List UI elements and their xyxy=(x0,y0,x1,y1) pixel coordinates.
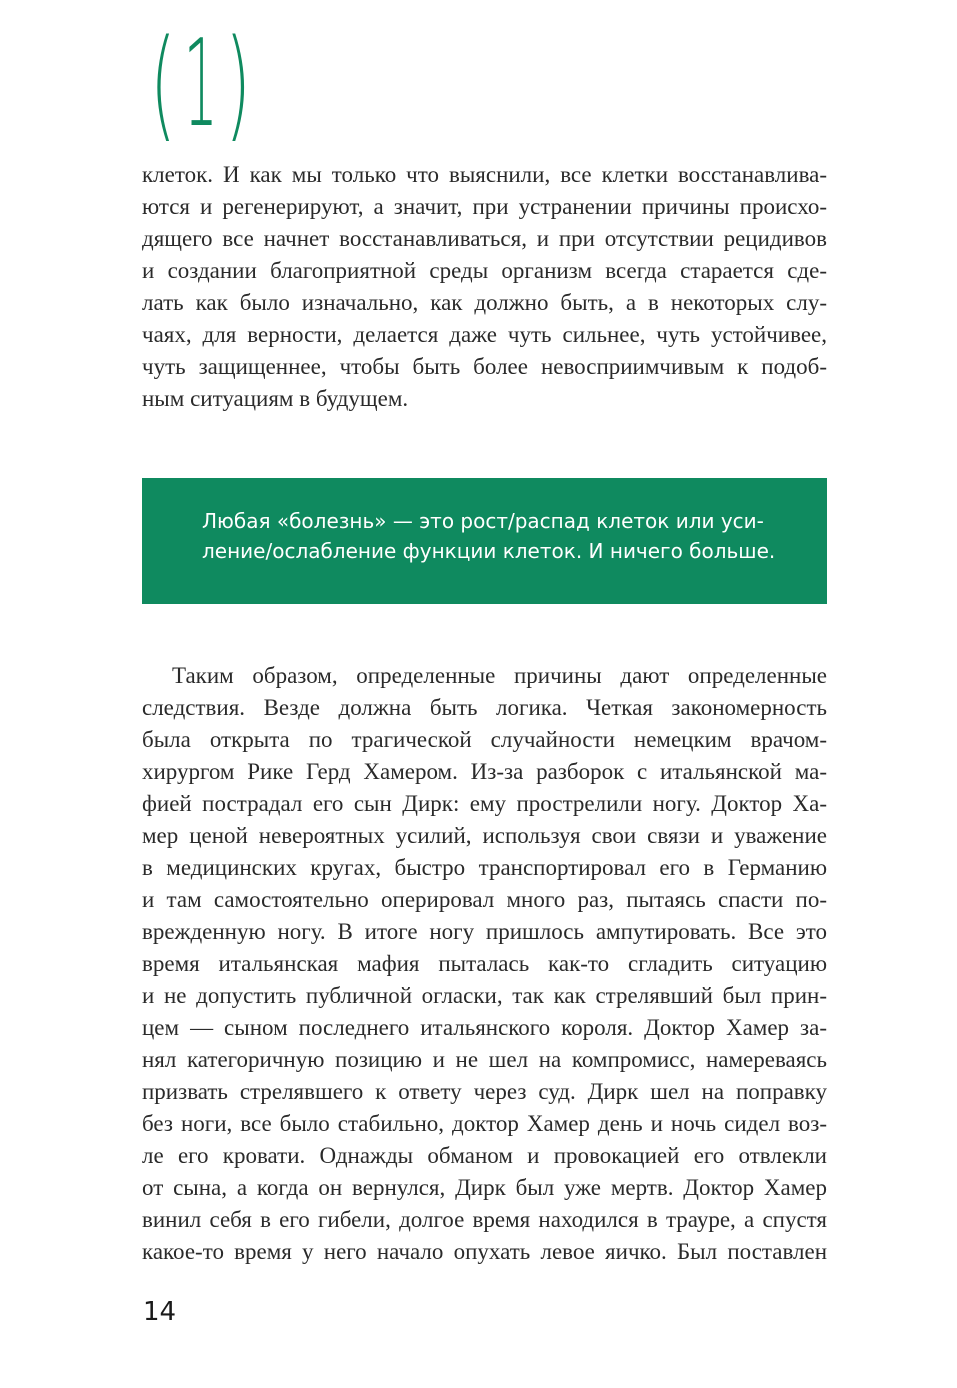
paragraph-line: и создании благоприятной среды организм всегда старается сде- xyxy=(142,258,827,283)
paragraph-line: винил себя в его гибели, долгое время находился в трауре, а спустя xyxy=(142,1207,827,1232)
paragraph-line: и не допустить публичной огласки, так как стрелявший был прин- xyxy=(142,983,827,1008)
paragraph-line: цем — сыном последнего итальянского короля. Доктор Хамер за- xyxy=(142,1015,827,1040)
callout-box xyxy=(142,478,827,604)
paragraph-line: какое-то время у него начало опухать левое яичко. Был поставлен xyxy=(142,1239,827,1264)
paragraph-line: дящего все начнет восстанавливаться, и при отсутствии рецидивов xyxy=(142,226,827,251)
paragraph-line: ле его кровати. Однажды обманом и провокацией его отвлекли xyxy=(142,1143,827,1168)
page-number: 14 xyxy=(143,1297,177,1327)
callout-quote xyxy=(202,506,787,566)
chapter-number-marker xyxy=(140,15,260,154)
body-paragraph-1 xyxy=(142,159,827,415)
paragraph-line: в медицинских кругах, быстро транспортировал его в Германию xyxy=(142,855,827,880)
paragraph-line: время итальянская мафия пыталась как-то сгладить ситуацию xyxy=(142,951,827,976)
paragraph-line: фией пострадал его сын Дирк: ему прострелили ногу. Доктор Ха- xyxy=(142,791,827,816)
paragraph-line: клеток. И как мы только что выяснили, все клетки восстанавлива- xyxy=(142,162,827,187)
paragraph-line: без ноги, все было стабильно, доктор Хамер день и ночь сидел воз- xyxy=(142,1111,827,1136)
paragraph-line: была открыта по трагической случайности немецким врачом- xyxy=(142,727,827,752)
chapter-number: 1 xyxy=(183,15,217,154)
paragraph-line: призвать стрелявшего к ответу через суд. Дирк шел на поправку xyxy=(142,1079,827,1104)
callout-line: Любая «болезнь» — это рост/распад клеток или уси- xyxy=(202,509,764,533)
chapter-close-paren: ) xyxy=(225,15,250,154)
paragraph-line: хирургом Рике Герд Хамером. Из-за разборок с итальянской ма- xyxy=(142,759,827,784)
paragraph-line: Таким образом, определенные причины дают определенные xyxy=(172,663,827,688)
paragraph-line: и там самостоятельно оперировал много раз, пытаясь спасти по- xyxy=(142,887,827,912)
paragraph-line: чуть защищеннее, чтобы быть более невосприимчивым к подоб- xyxy=(142,354,827,379)
paragraph-line: лать как было изначально, как должно быть, а в некоторых слу- xyxy=(142,290,827,315)
paragraph-line: следствия. Везде должна быть логика. Четкая закономерность xyxy=(142,695,827,720)
paragraph-line: нял категоричную позицию и не шел на компромисс, намереваясь xyxy=(142,1047,827,1072)
callout-line: ление/ослабление функции клеток. И ничего больше. xyxy=(202,539,776,563)
paragraph-line: чаях, для верности, делается даже чуть сильнее, чуть устойчивее, xyxy=(142,322,827,347)
chapter-open-paren: ( xyxy=(150,15,175,154)
paragraph-line: мер ценой невероятных усилий, используя свои связи и уважение xyxy=(142,823,827,848)
paragraph-line: от сына, а когда он вернулся, Дирк был уже мертв. Доктор Хамер xyxy=(142,1175,827,1200)
paragraph-line: ются и регенерируют, а значит, при устранении причины происхо- xyxy=(142,194,827,219)
paragraph-line: врежденную ногу. В итоге ногу пришлось ампутировать. Все это xyxy=(142,919,827,944)
paragraph-line: ным ситуациям в будущем. xyxy=(142,386,409,411)
body-paragraph-2 xyxy=(142,660,827,1268)
